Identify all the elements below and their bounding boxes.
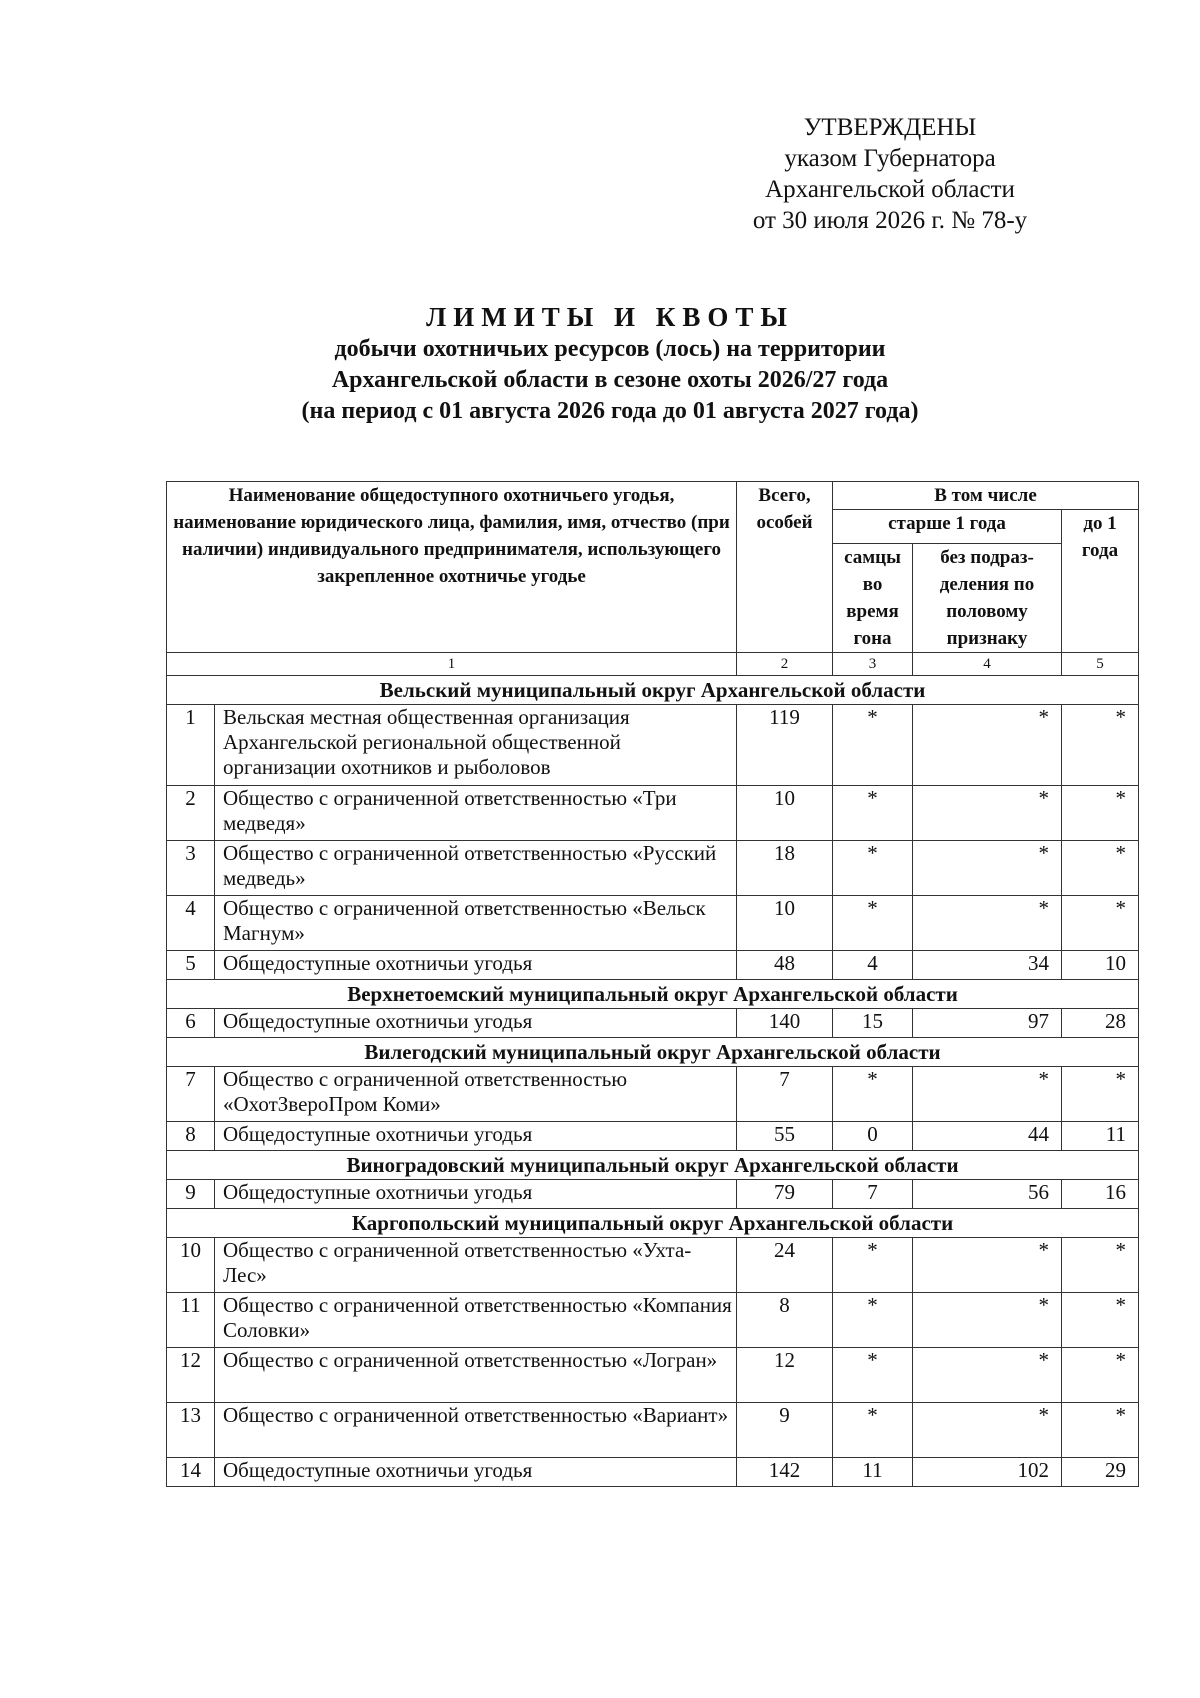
row-number: 14 [167, 1458, 215, 1487]
title-subtitle-2: Архангельской области в сезоне охоты 2026/27 года [331, 367, 889, 393]
row-number: 6 [167, 1009, 215, 1038]
row-no-sex: * [913, 1293, 1062, 1348]
row-no-sex: * [913, 1067, 1062, 1122]
column-number: 3 [833, 653, 913, 676]
row-under-1: 28 [1062, 1009, 1139, 1038]
row-total: 18 [737, 841, 833, 896]
row-under-1: * [1062, 1238, 1139, 1293]
column-number: 5 [1062, 653, 1139, 676]
row-no-sex: * [913, 705, 1062, 786]
row-number: 5 [167, 951, 215, 980]
row-number: 4 [167, 896, 215, 951]
row-no-sex: 56 [913, 1180, 1062, 1209]
row-under-1: 16 [1062, 1180, 1139, 1209]
row-number: 7 [167, 1067, 215, 1122]
row-no-sex: * [913, 786, 1062, 841]
row-name: Общедоступные охотничьи угодья [215, 1180, 737, 1209]
row-number: 3 [167, 841, 215, 896]
row-males: 7 [833, 1180, 913, 1209]
row-number: 8 [167, 1122, 215, 1151]
row-males: * [833, 1067, 913, 1122]
row-number: 2 [167, 786, 215, 841]
row-number: 10 [167, 1238, 215, 1293]
row-no-sex: 44 [913, 1122, 1062, 1151]
row-name: Общество с ограниченной ответственностью «Вельск Магнум» [215, 896, 737, 951]
row-males: * [833, 896, 913, 951]
row-males: 11 [833, 1458, 913, 1487]
row-total: 119 [737, 705, 833, 786]
column-numbers-row [167, 653, 1139, 676]
row-name: Общество с ограниченной ответственностью «ОхотЗвероПром Коми» [215, 1067, 737, 1122]
table-row [167, 896, 1139, 951]
row-total: 79 [737, 1180, 833, 1209]
table-row [167, 1238, 1139, 1293]
table-row [167, 786, 1139, 841]
row-males: * [833, 1348, 913, 1403]
row-number: 13 [167, 1403, 215, 1458]
document-title [160, 300, 1060, 427]
row-name: Вельская местная общественная организация Архангельской региональной общественной организации охотников и рыболовов [215, 705, 737, 786]
header-including: В том числе [833, 482, 1139, 510]
row-total: 142 [737, 1458, 833, 1487]
row-number: 11 [167, 1293, 215, 1348]
row-males: 0 [833, 1122, 913, 1151]
row-under-1: * [1062, 1293, 1139, 1348]
row-total: 10 [737, 896, 833, 951]
row-males: 4 [833, 951, 913, 980]
table-row [167, 1180, 1139, 1209]
row-name: Общедоступные охотничьи угодья [215, 1458, 737, 1487]
row-under-1: * [1062, 705, 1139, 786]
row-no-sex: 97 [913, 1009, 1062, 1038]
row-no-sex: 102 [913, 1458, 1062, 1487]
row-name: Общедоступные охотничьи угодья [215, 1122, 737, 1151]
row-no-sex: * [913, 896, 1062, 951]
row-name: Общество с ограниченной ответственностью «Ухта-Лес» [215, 1238, 737, 1293]
row-total: 140 [737, 1009, 833, 1038]
table-row [167, 705, 1139, 786]
row-under-1: * [1062, 1403, 1139, 1458]
limits-table [166, 481, 1139, 1487]
column-number: 2 [737, 653, 833, 676]
header-under-1: до 1 года [1062, 510, 1139, 653]
title-subtitle-1: добычи охотничьих ресурсов (лось) на территории [334, 336, 886, 362]
row-number: 9 [167, 1180, 215, 1209]
district-heading: Верхнетоемский муниципальный округ Архангельской области [167, 980, 1139, 1009]
row-males: * [833, 1403, 913, 1458]
row-name: Общество с ограниченной ответственностью «Вариант» [215, 1403, 737, 1458]
row-under-1: * [1062, 786, 1139, 841]
row-total: 9 [737, 1403, 833, 1458]
row-under-1: * [1062, 1348, 1139, 1403]
district-heading: Вельский муниципальный округ Архангельской области [167, 676, 1139, 705]
row-total: 24 [737, 1238, 833, 1293]
row-under-1: 29 [1062, 1458, 1139, 1487]
header-name: Наименование общедоступного охотничьего угодья, наименование юридического лица, фамилия, имя, отчество (при наличии) индивидуального предпринимателя, использующего закрепленное охотничье угодье [167, 482, 737, 653]
table-row [167, 1293, 1139, 1348]
table-row [167, 841, 1139, 896]
row-name: Общедоступные охотничьи угодья [215, 1009, 737, 1038]
column-number: 4 [913, 653, 1062, 676]
table-row [167, 1122, 1139, 1151]
table-row [167, 1458, 1139, 1487]
row-total: 12 [737, 1348, 833, 1403]
approval-decree: указом Губернатора [784, 145, 996, 172]
row-under-1: 10 [1062, 951, 1139, 980]
row-no-sex: * [913, 1403, 1062, 1458]
row-name: Общество с ограниченной ответственностью «Три медведя» [215, 786, 737, 841]
row-name: Общество с ограниченной ответственностью «Компания Соловки» [215, 1293, 737, 1348]
row-males: * [833, 705, 913, 786]
row-name: Общество с ограниченной ответственностью «Логран» [215, 1348, 737, 1403]
title-main: ЛИМИТЫ И КВОТЫ [426, 302, 794, 332]
table-row [167, 1009, 1139, 1038]
approval-region: Архангельской области [765, 176, 1015, 203]
row-total: 48 [737, 951, 833, 980]
district-heading: Виноградовский муниципальный округ Архангельской области [167, 1151, 1139, 1180]
row-name: Общедоступные охотничьи угодья [215, 951, 737, 980]
row-total: 55 [737, 1122, 833, 1151]
header-no-sex: без подраз-деления по половому признаку [913, 544, 1062, 653]
row-under-1: * [1062, 1067, 1139, 1122]
row-total: 10 [737, 786, 833, 841]
district-heading: Каргопольский муниципальный округ Архангельской области [167, 1209, 1139, 1238]
table-row [167, 1348, 1139, 1403]
row-males: * [833, 1293, 913, 1348]
row-total: 8 [737, 1293, 833, 1348]
approval-block [740, 112, 1040, 236]
column-number: 1 [167, 653, 737, 676]
table-row [167, 951, 1139, 980]
header-males: самцы во время гона [833, 544, 913, 653]
row-no-sex: 34 [913, 951, 1062, 980]
row-under-1: * [1062, 841, 1139, 896]
header-older-than-1: старше 1 года [833, 510, 1062, 544]
row-males: * [833, 1238, 913, 1293]
district-heading: Вилегодский муниципальный округ Архангельской области [167, 1038, 1139, 1067]
row-under-1: 11 [1062, 1122, 1139, 1151]
row-males: 15 [833, 1009, 913, 1038]
approval-title: УТВЕРЖДЕНЫ [803, 114, 977, 141]
approval-date: от 30 июля 2026 г. № 78-у [752, 207, 1028, 234]
table-row [167, 1067, 1139, 1122]
table-row [167, 1403, 1139, 1458]
header-total: Всего, особей [737, 482, 833, 653]
row-under-1: * [1062, 896, 1139, 951]
row-total: 7 [737, 1067, 833, 1122]
row-number: 12 [167, 1348, 215, 1403]
row-no-sex: * [913, 841, 1062, 896]
row-number: 1 [167, 705, 215, 786]
title-subtitle-3: (на период с 01 августа 2026 года до 01 августа 2027 года) [301, 398, 919, 424]
row-no-sex: * [913, 1238, 1062, 1293]
row-name: Общество с ограниченной ответственностью «Русский медведь» [215, 841, 737, 896]
row-males: * [833, 786, 913, 841]
row-males: * [833, 841, 913, 896]
row-no-sex: * [913, 1348, 1062, 1403]
